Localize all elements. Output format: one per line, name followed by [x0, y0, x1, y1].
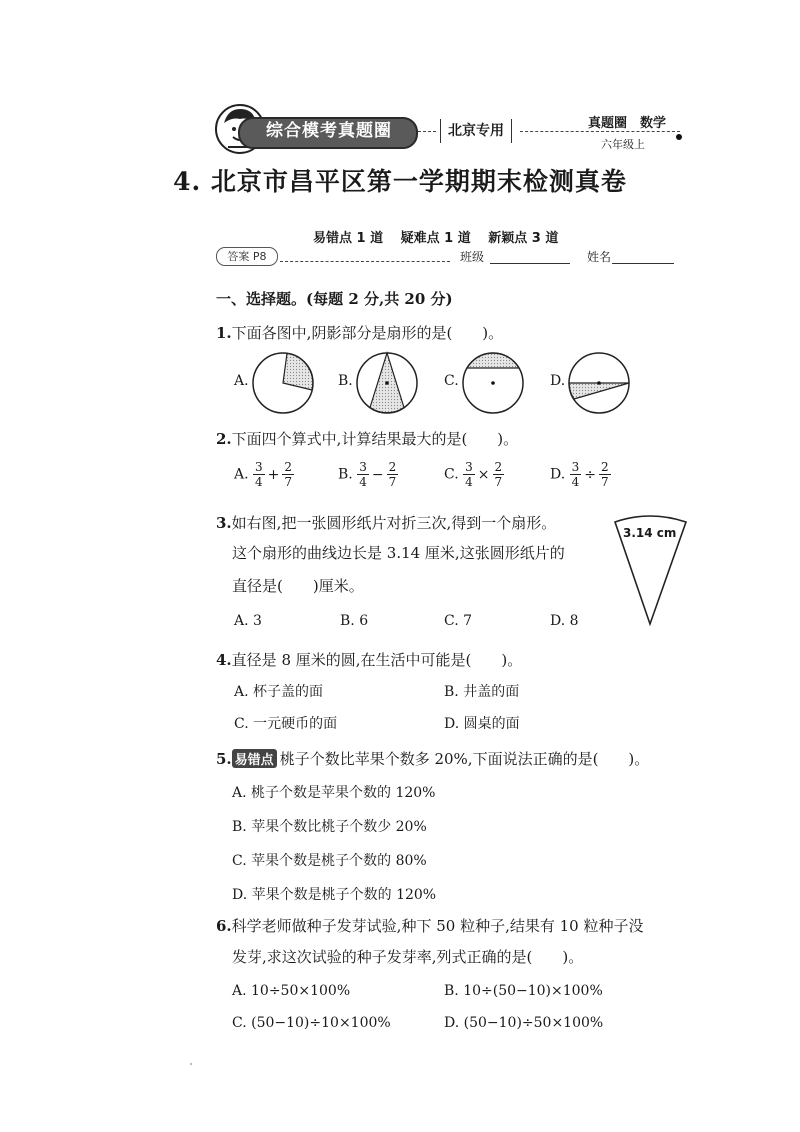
q2-option-a: [234, 460, 294, 489]
brand-label: 真题圈 数学: [588, 116, 667, 131]
q1-option-a-label: A.: [234, 373, 249, 389]
question-number: 5.: [216, 750, 232, 768]
operator: +: [267, 466, 280, 483]
question-text: 科学老师做种子发芽试验,种下 50 粒种子,结果有 10 粒种子没: [231, 917, 644, 935]
name-fill-line: [612, 263, 674, 264]
q3-option-c: C. 7: [444, 613, 473, 629]
operator: ×: [477, 466, 490, 483]
q4-option-b: B. 井盖的面: [444, 684, 520, 700]
header-divider: [418, 131, 436, 132]
q2-option-c: [444, 460, 504, 489]
fraction-numerator: 3: [571, 460, 580, 474]
option-label: B.: [338, 466, 353, 483]
fraction-numerator: 2: [494, 460, 503, 474]
fraction: [282, 460, 294, 489]
fraction-denominator: 7: [601, 475, 609, 489]
answer-reference-tag: 答案 P8: [216, 247, 278, 266]
q3-option-b: B. 6: [340, 613, 369, 629]
q4-option-a: A. 杯子盖的面: [234, 684, 324, 700]
question-3-line-3: 直径是( )厘米。: [232, 577, 364, 595]
fraction: [599, 460, 611, 489]
q2-option-d: [550, 460, 611, 489]
q6-option-b: B. 10÷(50−10)×100%: [444, 983, 603, 999]
operator: −: [371, 466, 384, 483]
q1-figure-d: [566, 350, 632, 416]
question-3: [216, 512, 556, 533]
fraction-denominator: 4: [465, 475, 473, 489]
region-label: 北京专用: [440, 119, 512, 143]
question-5: [216, 748, 649, 769]
question-number: 4.: [216, 651, 232, 669]
class-fill-line: [490, 263, 570, 264]
fraction-numerator: 2: [388, 460, 397, 474]
fraction-numerator: 3: [255, 460, 263, 474]
option-label: D.: [550, 466, 566, 483]
section-heading: 一、选择题。(每题 2 分,共 20 分): [216, 290, 453, 308]
header-dot: [676, 134, 682, 140]
question-text: 下面四个算式中,计算结果最大的是( )。: [231, 430, 519, 448]
q5-option-c: C. 苹果个数是桃子个数的 80%: [232, 853, 427, 869]
q2-option-b: [338, 460, 398, 489]
question-3-line-2: 这个扇形的曲线边长是 3.14 厘米,这张圆形纸片的: [232, 544, 565, 562]
grade-label: 六年级上: [601, 138, 645, 151]
fraction: [570, 460, 582, 489]
q1-figure-c: [460, 350, 526, 416]
fraction-denominator: 4: [571, 475, 580, 489]
q1-option-d-label: D.: [550, 373, 566, 389]
q3-option-a: A. 3: [234, 613, 262, 629]
q1-option-c-label: C.: [444, 373, 459, 389]
option-label: A.: [234, 466, 249, 483]
q3-figure-label: 3.14 cm: [623, 526, 677, 540]
fraction-denominator: 7: [388, 475, 397, 489]
operator: ÷: [584, 466, 597, 483]
question-6-line-2: 发芽,求这次试验的种子发芽率,列式正确的是( )。: [232, 948, 584, 966]
question-number: 6.: [216, 917, 232, 935]
question-text: 直径是 8 厘米的圆,在生活中可能是( )。: [231, 651, 523, 669]
name-label: 姓名: [587, 250, 612, 264]
question-text: 如右图,把一张圆形纸片对折三次,得到一个扇形。: [231, 514, 557, 532]
question-1: [216, 322, 503, 343]
q6-option-d: D. (50−10)÷50×100%: [444, 1015, 604, 1031]
q6-option-c: C. (50−10)÷10×100%: [232, 1015, 391, 1031]
question-number: 1.: [216, 324, 232, 342]
option-label: C.: [444, 466, 459, 483]
fraction: [463, 460, 475, 489]
q5-option-a: A. 桃子个数是苹果个数的 120%: [232, 785, 436, 801]
fraction: [253, 460, 265, 489]
q4-option-c: C. 一元硬币的面: [234, 716, 338, 732]
page-title: 4. 北京市昌平区第一学期期末检测真卷: [173, 167, 627, 196]
class-label: 班级: [460, 250, 485, 264]
fraction-denominator: 7: [284, 475, 293, 489]
question-6: [216, 915, 643, 936]
fraction-numerator: 2: [601, 460, 609, 474]
scan-speck: [190, 1063, 192, 1065]
q1-figure-b: [354, 350, 420, 416]
fraction-denominator: 4: [359, 475, 367, 489]
q5-option-d: D. 苹果个数是桃子个数的 120%: [232, 887, 437, 903]
fraction-numerator: 2: [284, 460, 293, 474]
difficulty-stats: 易错点 1 道 疑难点 1 道 新颖点 3 道: [313, 231, 559, 246]
q5-option-b: B. 苹果个数比桃子个数少 20%: [232, 819, 427, 835]
question-text: 桃子个数比苹果个数多 20%,下面说法正确的是( )。: [279, 750, 650, 768]
fraction-numerator: 3: [359, 460, 367, 474]
fraction-numerator: 3: [465, 460, 473, 474]
fraction: [387, 460, 399, 489]
question-number: 3.: [216, 514, 232, 532]
question-number: 2.: [216, 430, 232, 448]
q1-option-b-label: B.: [338, 373, 353, 389]
fraction: [357, 460, 369, 489]
dashed-divider: [280, 261, 450, 262]
question-4: [216, 649, 522, 670]
q6-option-a: A. 10÷50×100%: [232, 983, 351, 999]
q1-figure-a: [250, 350, 316, 416]
banner-title: 综合模考真题圈: [266, 121, 392, 141]
error-prone-tag: 易错点: [232, 749, 277, 768]
q4-option-d: D. 圆桌的面: [444, 716, 520, 732]
fraction-denominator: 4: [255, 475, 263, 489]
header-divider: [520, 131, 680, 132]
fraction-denominator: 7: [494, 475, 503, 489]
q3-option-d: D. 8: [550, 613, 579, 629]
question-text: 下面各图中,阴影部分是扇形的是( )。: [231, 324, 504, 342]
question-2: [216, 428, 518, 449]
fraction: [493, 460, 505, 489]
